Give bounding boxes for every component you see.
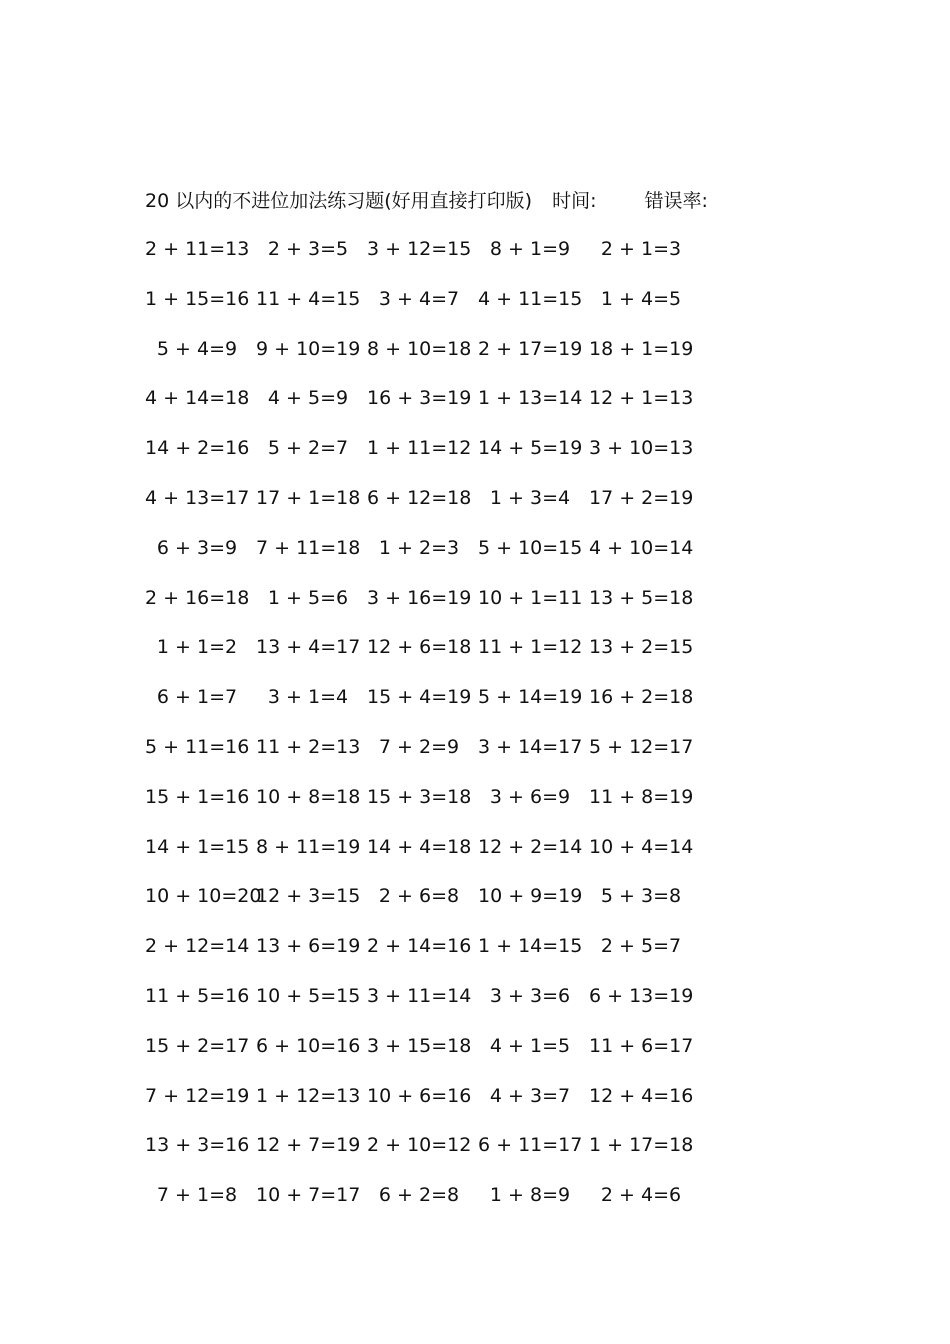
addition-problem: 8 + 11=19 [256, 835, 361, 858]
problem-row [145, 336, 785, 386]
addition-problem: 1 + 17=18 [589, 1134, 694, 1157]
addition-problem: 4 + 10=14 [589, 536, 694, 559]
addition-problem: 3 + 16=19 [367, 586, 472, 609]
addition-problem: 14 + 1=15 [145, 835, 250, 858]
addition-problem: 1 + 13=14 [478, 387, 583, 410]
addition-problem: 13 + 2=15 [589, 636, 694, 659]
addition-problem: 15 + 3=18 [367, 785, 472, 808]
addition-problem: 2 + 11=13 [145, 238, 250, 260]
addition-problem: 1 + 15=16 [145, 287, 250, 310]
problem-row [145, 933, 785, 983]
addition-problem: 1 + 5=6 [267, 586, 349, 609]
addition-problem: 1 + 4=5 [600, 287, 682, 310]
addition-problem: 1 + 8=9 [489, 1184, 571, 1207]
addition-problem: 11 + 8=19 [589, 785, 694, 808]
addition-problem: 6 + 1=7 [156, 686, 238, 709]
addition-problem: 5 + 11=16 [145, 735, 250, 758]
problem-row [145, 1132, 785, 1182]
addition-problem: 5 + 14=19 [478, 686, 583, 709]
addition-problem: 2 + 3=5 [267, 238, 349, 260]
addition-problem: 5 + 10=15 [478, 536, 583, 559]
addition-problem: 4 + 3=7 [489, 1084, 571, 1107]
addition-problem: 16 + 2=18 [589, 686, 694, 709]
addition-problem: 11 + 5=16 [145, 984, 250, 1007]
addition-problem: 10 + 7=17 [256, 1184, 361, 1207]
problem-row [145, 634, 785, 684]
addition-problem: 3 + 1=4 [267, 686, 349, 709]
addition-problem: 7 + 2=9 [378, 735, 460, 758]
addition-problem: 10 + 5=15 [256, 984, 361, 1007]
addition-problem: 13 + 4=17 [256, 636, 361, 659]
problem-row [145, 784, 785, 834]
addition-problem: 1 + 1=2 [156, 636, 238, 659]
addition-problem: 11 + 1=12 [478, 636, 583, 659]
addition-problem: 11 + 4=15 [256, 287, 361, 310]
addition-problem: 3 + 10=13 [589, 437, 694, 460]
addition-problem: 15 + 4=19 [367, 686, 472, 709]
addition-problem: 4 + 11=15 [478, 287, 583, 310]
addition-problem: 9 + 10=19 [256, 337, 361, 360]
time-label: 时间: [552, 190, 597, 212]
problem-row [145, 535, 785, 585]
worksheet-title: 20 以内的不进位加法练习题(好用直接打印版) [145, 190, 533, 212]
addition-problem: 1 + 12=13 [256, 1084, 361, 1107]
addition-problem: 4 + 13=17 [145, 486, 250, 509]
error-rate-label: 错误率: [644, 190, 708, 212]
problem-row [145, 236, 785, 286]
addition-problem: 8 + 1=9 [489, 238, 571, 260]
addition-problem: 10 + 6=16 [367, 1084, 472, 1107]
addition-problem: 6 + 13=19 [589, 984, 694, 1007]
problem-row [145, 435, 785, 485]
addition-problem: 8 + 10=18 [367, 337, 472, 360]
problem-row [145, 834, 785, 884]
addition-problem: 7 + 12=19 [145, 1084, 250, 1107]
problem-grid [145, 236, 785, 1232]
addition-problem: 13 + 3=16 [145, 1134, 250, 1157]
addition-problem: 4 + 5=9 [267, 387, 349, 410]
addition-problem: 16 + 3=19 [367, 387, 472, 410]
addition-problem: 3 + 6=9 [489, 785, 571, 808]
addition-problem: 3 + 11=14 [367, 984, 472, 1007]
addition-problem: 12 + 7=19 [256, 1134, 361, 1157]
addition-problem: 11 + 2=13 [256, 735, 361, 758]
addition-problem: 2 + 17=19 [478, 337, 583, 360]
problem-row [145, 684, 785, 734]
addition-problem: 2 + 4=6 [600, 1184, 682, 1207]
problem-row [145, 983, 785, 1033]
addition-problem: 10 + 1=11 [478, 586, 583, 609]
problem-row [145, 1083, 785, 1133]
addition-problem: 7 + 1=8 [156, 1184, 238, 1207]
addition-problem: 6 + 10=16 [256, 1034, 361, 1057]
addition-problem: 13 + 5=18 [589, 586, 694, 609]
addition-problem: 2 + 14=16 [367, 935, 472, 958]
addition-problem: 10 + 9=19 [478, 885, 583, 908]
problem-row [145, 286, 785, 336]
addition-problem: 12 + 2=14 [478, 835, 583, 858]
addition-problem: 6 + 11=17 [478, 1134, 583, 1157]
addition-problem: 17 + 1=18 [256, 486, 361, 509]
addition-problem: 12 + 6=18 [367, 636, 472, 659]
addition-problem: 2 + 1=3 [600, 238, 682, 260]
addition-problem: 6 + 2=8 [378, 1184, 460, 1207]
addition-problem: 14 + 4=18 [367, 835, 472, 858]
addition-problem: 3 + 4=7 [378, 287, 460, 310]
problem-row [145, 1033, 785, 1083]
addition-problem: 12 + 1=13 [589, 387, 694, 410]
addition-problem: 2 + 16=18 [145, 586, 250, 609]
addition-problem: 1 + 3=4 [489, 486, 571, 509]
addition-problem: 11 + 6=17 [589, 1034, 694, 1057]
addition-problem: 1 + 2=3 [378, 536, 460, 559]
addition-problem: 1 + 14=15 [478, 935, 583, 958]
addition-problem: 10 + 4=14 [589, 835, 694, 858]
addition-problem: 15 + 1=16 [145, 785, 250, 808]
addition-problem: 10 + 10=20 [145, 885, 262, 908]
problem-row [145, 585, 785, 635]
addition-problem: 5 + 4=9 [156, 337, 238, 360]
problem-row [145, 1182, 785, 1232]
addition-problem: 15 + 2=17 [145, 1034, 250, 1057]
addition-problem: 10 + 8=18 [256, 785, 361, 808]
addition-problem: 2 + 5=7 [600, 935, 682, 958]
problem-row [145, 883, 785, 933]
addition-problem: 17 + 2=19 [589, 486, 694, 509]
problem-row [145, 385, 785, 435]
addition-problem: 3 + 3=6 [489, 984, 571, 1007]
addition-problem: 4 + 14=18 [145, 387, 250, 410]
problem-row [145, 734, 785, 784]
addition-problem: 12 + 4=16 [589, 1084, 694, 1107]
addition-problem: 7 + 11=18 [256, 536, 361, 559]
addition-problem: 14 + 5=19 [478, 437, 583, 460]
addition-problem: 18 + 1=19 [589, 337, 694, 360]
addition-problem: 6 + 3=9 [156, 536, 238, 559]
addition-problem: 2 + 6=8 [378, 885, 460, 908]
addition-problem: 1 + 11=12 [367, 437, 472, 460]
worksheet-header [145, 186, 708, 216]
addition-problem: 5 + 12=17 [589, 735, 694, 758]
addition-problem: 13 + 6=19 [256, 935, 361, 958]
addition-problem: 4 + 1=5 [489, 1034, 571, 1057]
addition-problem: 5 + 2=7 [267, 437, 349, 460]
addition-problem: 6 + 12=18 [367, 486, 472, 509]
addition-problem: 2 + 10=12 [367, 1134, 472, 1157]
addition-problem: 12 + 3=15 [256, 885, 361, 908]
addition-problem: 14 + 2=16 [145, 437, 250, 460]
addition-problem: 2 + 12=14 [145, 935, 250, 958]
addition-problem: 3 + 12=15 [367, 238, 472, 260]
problem-row [145, 485, 785, 535]
addition-problem: 5 + 3=8 [600, 885, 682, 908]
addition-problem: 3 + 15=18 [367, 1034, 472, 1057]
addition-problem: 3 + 14=17 [478, 735, 583, 758]
